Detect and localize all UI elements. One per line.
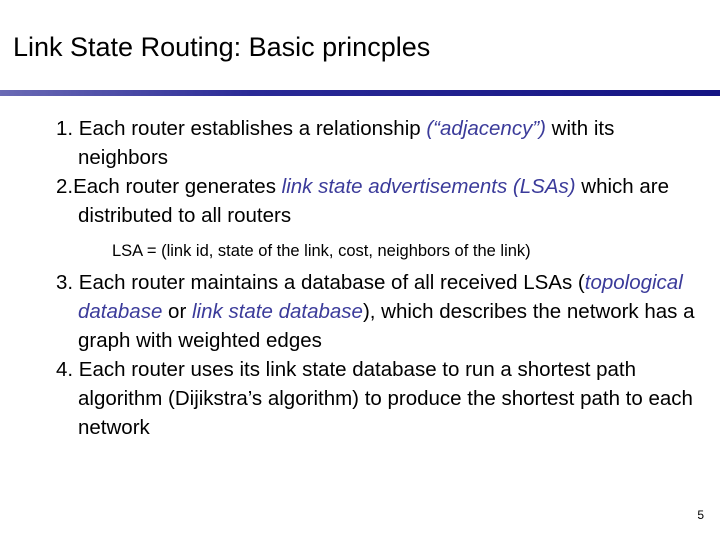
item-2-emphasis: link state advertisements (LSAs): [281, 175, 576, 198]
item-1-emphasis: (“adjacency”): [426, 117, 546, 140]
slide-title: Link State Routing: Basic princples: [13, 32, 431, 62]
title-divider: [0, 90, 720, 96]
item-3-emphasis-1: topological database: [78, 271, 683, 323]
page-number: 5: [697, 508, 704, 522]
item-3-text-b: ), which describes the network has a graph with weighted edges: [78, 300, 695, 352]
lsa-definition: LSA = (link id, state of the link, cost, neighbors of the link): [112, 242, 531, 260]
item-3-emphasis-2: link state database: [191, 300, 363, 323]
item-1-text-b: with its neighbors: [78, 117, 615, 169]
item-3-text-mid: or: [162, 300, 192, 323]
list-item-1: [56, 114, 706, 172]
list-item-4: [56, 355, 706, 442]
list-item-2: [56, 172, 706, 230]
slide-body: [56, 114, 706, 442]
item-2-text-b: which are distributed to all routers: [78, 175, 670, 227]
item-2-text-a: 2.Each router generates: [56, 175, 282, 198]
item-1-text-a: 1. Each router establishes a relationship: [56, 117, 427, 140]
item-3-text-a: 3. Each router maintains a database of all received LSAs (: [56, 271, 585, 294]
list-item-3: [56, 268, 706, 355]
item-4-text: 4. Each router uses its link state database to run a shortest path algorithm (Dijikstra’s algorithm) to produce the shortest path to each network: [56, 358, 693, 439]
